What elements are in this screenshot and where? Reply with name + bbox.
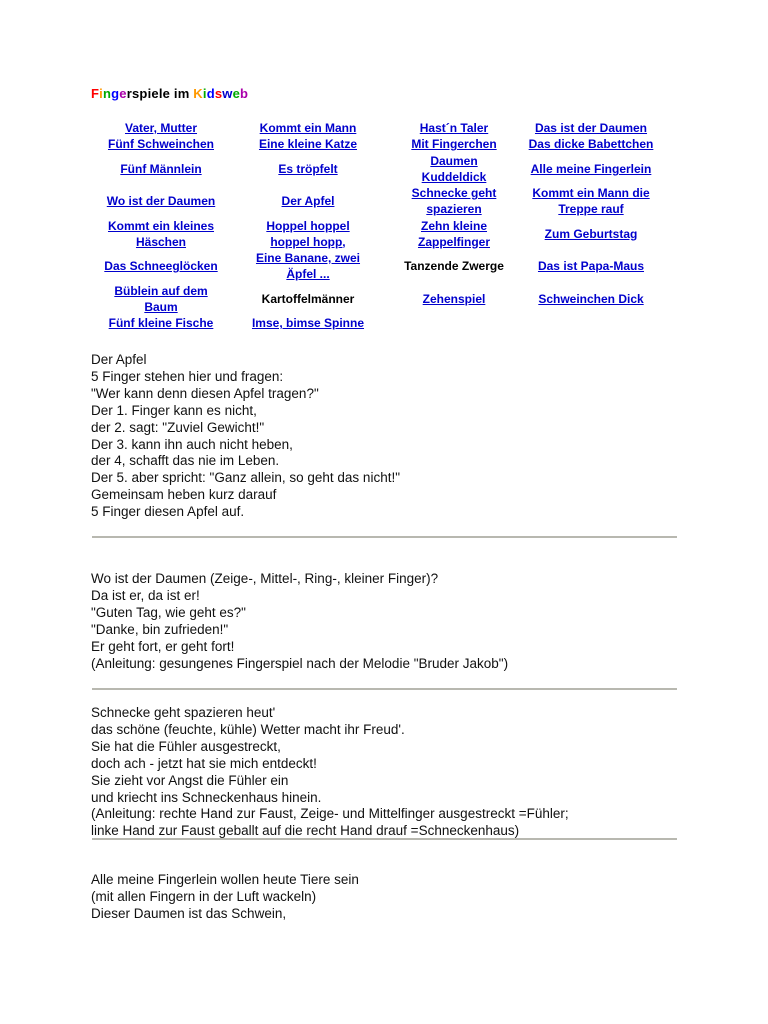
fingerspiel-link[interactable] — [423, 292, 486, 306]
title-letter: l — [158, 86, 163, 101]
link-line: Büblein auf dem — [114, 283, 208, 298]
link-line: Der Apfel — [281, 194, 335, 208]
link-table-cell — [90, 282, 232, 315]
link-line: Das ist der Daumen — [534, 121, 648, 135]
link-table-row — [90, 153, 658, 185]
link-line: Das Schneeglöcken — [104, 259, 218, 273]
link-line: Äpfel ... — [286, 267, 330, 281]
link-table-cell — [90, 153, 232, 185]
separator — [92, 536, 677, 538]
link-line: Zehn kleine — [420, 218, 488, 233]
link-table-row — [90, 315, 658, 331]
link-table-cell — [384, 217, 524, 250]
fingerspiel-link[interactable] — [418, 219, 490, 249]
title-letter: p — [139, 86, 148, 101]
link-line: Fünf kleine Fische — [108, 316, 214, 330]
link-table-row — [90, 282, 658, 315]
fingerspiel-link[interactable] — [107, 194, 215, 208]
title-letter: e — [151, 86, 159, 101]
link-table-cell — [232, 217, 384, 250]
link-table-cell — [384, 153, 524, 185]
link-table-cell — [232, 153, 384, 185]
fingerspiel-link[interactable] — [531, 162, 652, 176]
link-line: Kommt ein Mann die — [532, 186, 650, 200]
title-letter: b — [240, 86, 249, 101]
title-letter: e — [232, 86, 241, 101]
link-table-row — [90, 217, 658, 250]
link-table-cell — [524, 250, 658, 282]
link-table-cell — [384, 282, 524, 315]
link-table-cell — [524, 217, 658, 250]
link-table-cell — [384, 315, 524, 331]
link-line: Imse, bimse Spinne — [251, 316, 365, 330]
title-letter: w — [222, 86, 233, 101]
link-line: Vater, Mutter — [124, 121, 198, 135]
link-line: Fünf Schweinchen — [107, 137, 214, 151]
link-line: Kuddeldick — [421, 170, 487, 184]
link-table-cell — [524, 185, 658, 217]
title-letter: s — [131, 86, 140, 101]
title-letter: i — [147, 86, 152, 101]
fingerspiel-link[interactable] — [252, 316, 364, 330]
link-line: hoppel hopp, — [270, 234, 346, 249]
link-line: Schnecke geht — [411, 186, 497, 200]
link-line: Kommt ein kleines — [107, 218, 215, 233]
fingerspiel-link[interactable] — [411, 121, 496, 151]
fingerspiel-link[interactable] — [259, 121, 357, 151]
title-letter: g — [111, 86, 120, 101]
link-line: Kartoffelmänner — [261, 291, 355, 306]
fingerspiel-link[interactable] — [545, 227, 638, 241]
fingerspiel-link[interactable] — [529, 121, 654, 151]
poem-schnecke: Schnecke geht spazieren heut' das schöne (feuchte, kühle) Wetter macht ihr Freud'. Sie hat die Fühler ausgestreckt, doch ach - jetzt hat sie mich entdeckt! Sie zieht vor Angst die Fühler ein und kriecht ins Schneckenhaus hinein. (Anleitung: rechte Hand zur Faust, Zeige- und Mittelfinger ausgestreckt =Fühler; linke Hand zur Faust geballt auf die recht Hand drauf =Schneckenhaus) — [91, 705, 569, 839]
title-letter: n — [102, 86, 112, 101]
poem-wo-ist-der-daumen: Wo ist der Daumen (Zeige-, Mittel-, Ring-, kleiner Finger)? Da ist er, da ist er! "Guten Tag, wie geht es?" "Danke, bin zufrieden!" Er geht fort, er geht fort! (Anleitung: gesungenes Fingerspiel nach der Melodie "Bruder Jakob") — [91, 571, 509, 671]
link-line: Baum — [144, 299, 178, 314]
title-letter: m — [177, 86, 190, 101]
title-letter: F — [91, 86, 100, 101]
title-letter: e — [119, 86, 127, 101]
page-title — [91, 86, 248, 101]
fingerspiel-link[interactable] — [109, 316, 214, 330]
separator — [92, 688, 677, 690]
link-line: Kommt ein Mann — [259, 121, 357, 135]
link-line: Alle meine Fingerlein — [530, 162, 652, 176]
link-line: Mit Fingerchen — [411, 137, 497, 151]
title-letter: r — [126, 86, 132, 101]
fingerspiel-link[interactable] — [538, 292, 643, 306]
link-line: Zum Geburtstag — [544, 226, 638, 241]
link-table-cell — [524, 153, 658, 185]
link-line: Schweinchen Dick — [538, 291, 644, 306]
link-table-cell — [384, 119, 524, 153]
fingerspiel-label — [404, 259, 504, 273]
fingerspiel-link[interactable] — [114, 284, 207, 314]
link-table-cell — [232, 185, 384, 217]
link-table-row — [90, 119, 658, 153]
link-line: Tanzende Zwerge — [404, 259, 504, 273]
link-line: Häschen — [135, 234, 187, 249]
title-letter: s — [214, 86, 223, 101]
link-table-cell — [232, 250, 384, 282]
fingerspiel-link[interactable] — [412, 186, 497, 216]
link-table-cell — [232, 282, 384, 315]
link-table-cell — [524, 315, 658, 331]
link-line: Eine kleine Katze — [258, 137, 358, 151]
fingerspiel-link[interactable] — [532, 186, 649, 216]
fingerspiel-link[interactable] — [282, 194, 335, 208]
fingerspiel-link[interactable] — [104, 259, 217, 273]
title-letter: K — [193, 86, 203, 101]
fingerspiel-link[interactable] — [120, 162, 201, 176]
fingerspiel-link[interactable] — [278, 162, 337, 176]
link-table-cell — [90, 185, 232, 217]
title-letter: i — [99, 86, 103, 101]
separator — [92, 838, 677, 840]
title-letter: i — [202, 86, 207, 101]
poem-alle-meine-fingerlein: Alle meine Fingerlein wollen heute Tiere sein (mit allen Fingern in der Luft wackeln) Dieser Daumen ist das Schwein, — [91, 872, 359, 921]
fingerspiel-link[interactable] — [108, 121, 214, 151]
link-table-cell — [524, 119, 658, 153]
link-line: Eine Banane, zwei — [255, 251, 361, 265]
fingerspiel-label — [262, 292, 355, 306]
link-line: Fünf Männlein — [120, 162, 202, 176]
title-letter: i — [173, 86, 178, 101]
link-table-cell — [90, 315, 232, 331]
link-table-cell — [232, 315, 384, 331]
poem-der-apfel: Der Apfel 5 Finger stehen hier und fragen: "Wer kann denn diesen Apfel tragen?" Der 1. Finger kann es nicht, der 2. sagt: "Zuviel Gewicht!" Der 3. kann ihn auch nicht heben, der 4, schafft das nie im Leben. Der 5. aber spricht: "Ganz allein, so geht das nicht!" Gemeinsam heben kurz darauf 5 Finger diesen Apfel auf. — [91, 352, 400, 520]
link-line: Wo ist der Daumen — [106, 194, 216, 208]
title-letter: d — [206, 86, 215, 101]
link-table-cell — [524, 282, 658, 315]
fingerspiele-link-table — [90, 119, 658, 331]
fingerspiel-link[interactable] — [256, 251, 360, 281]
link-line: Das ist Papa-Maus — [537, 259, 645, 273]
link-line: spazieren — [426, 202, 482, 216]
link-table-cell — [90, 119, 232, 153]
link-line: Hoppel hoppel — [266, 218, 350, 233]
link-line: Zehenspiel — [422, 291, 486, 306]
link-table-cell — [384, 185, 524, 217]
link-line: Hast´n Taler — [419, 121, 489, 135]
fingerspiel-link[interactable] — [108, 219, 214, 249]
link-line: Treppe rauf — [558, 202, 624, 216]
fingerspiel-link[interactable] — [266, 219, 349, 249]
link-table-row — [90, 250, 658, 282]
link-table-cell — [90, 250, 232, 282]
title-letter: e — [162, 86, 171, 101]
link-line: Zappelfinger — [417, 234, 490, 249]
link-table-row — [90, 185, 658, 217]
link-line: Das dicke Babettchen — [528, 137, 654, 151]
fingerspiel-link[interactable] — [538, 259, 644, 273]
link-table-cell — [90, 217, 232, 250]
link-line: Daumen — [430, 154, 478, 168]
fingerspiel-link[interactable] — [422, 154, 487, 184]
link-table-cell — [232, 119, 384, 153]
link-table-cell — [384, 250, 524, 282]
link-line: Es tröpfelt — [278, 162, 338, 176]
